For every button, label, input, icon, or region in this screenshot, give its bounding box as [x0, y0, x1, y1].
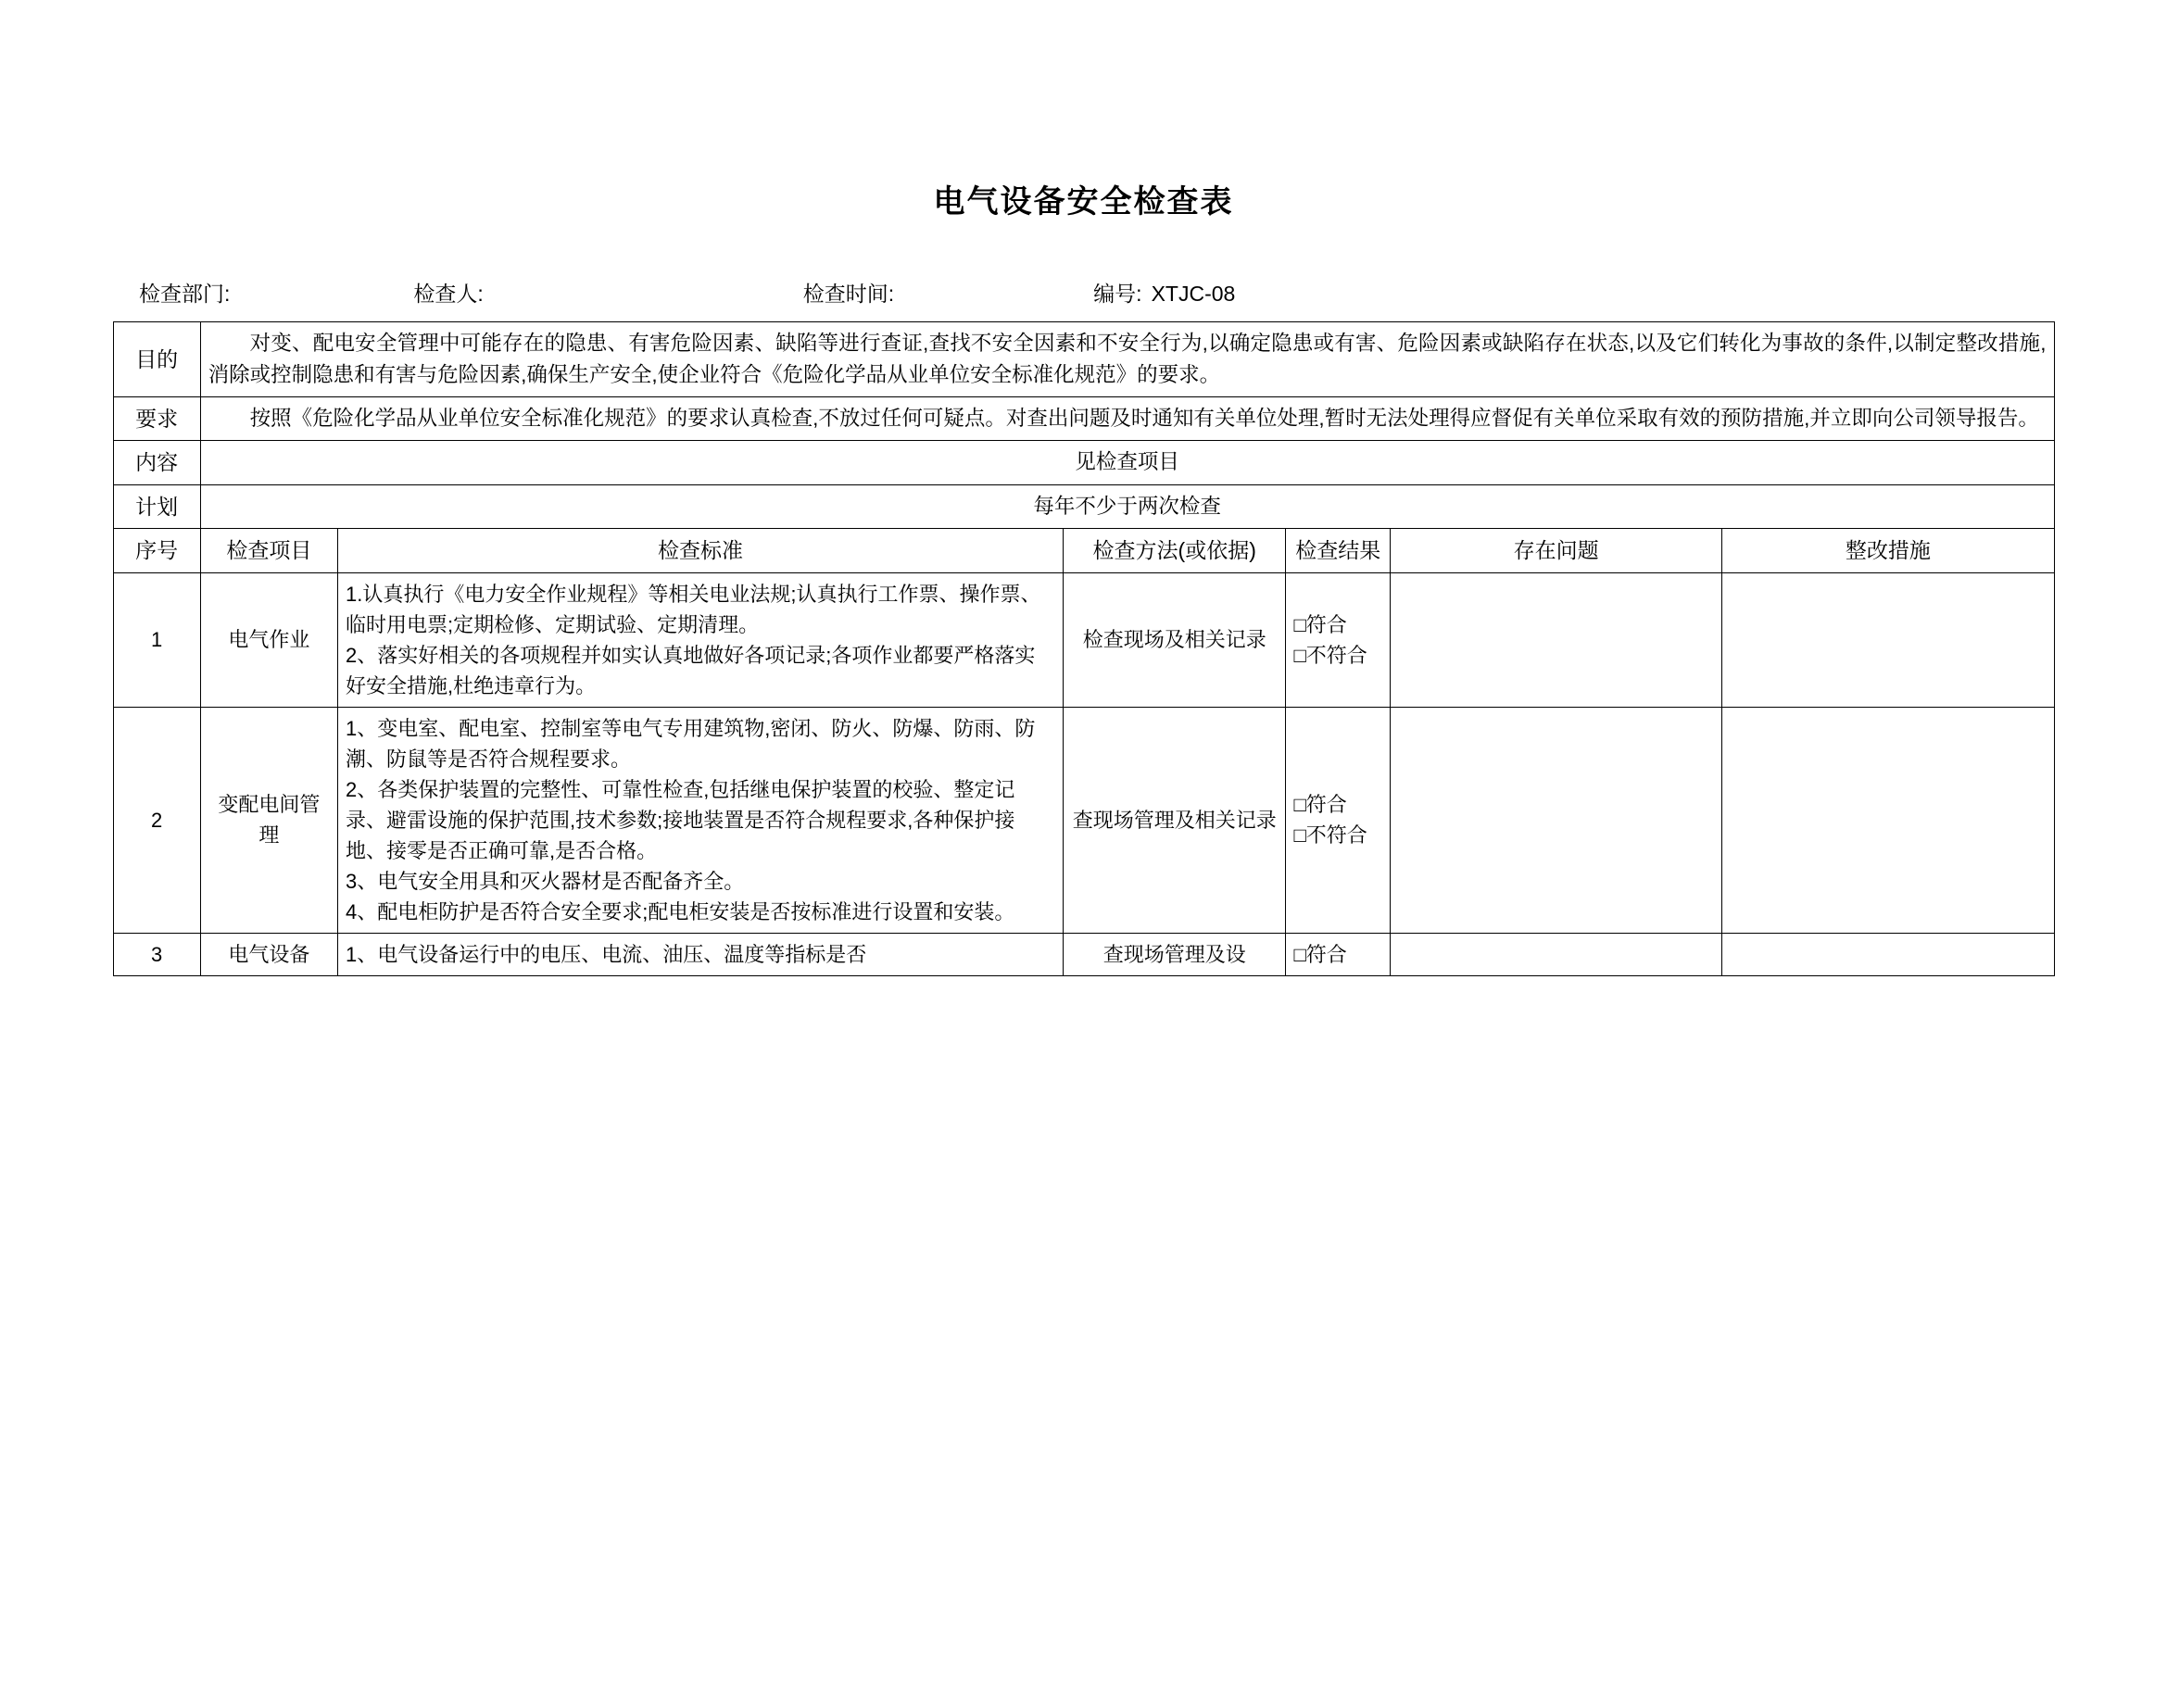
row-no: 3: [113, 933, 200, 975]
meta-number-label: 编号:: [1093, 282, 1142, 306]
row-correction[interactable]: [1722, 933, 2054, 975]
table-row: [113, 707, 2054, 933]
row-criteria: [338, 707, 1064, 933]
row-result: [1286, 572, 1391, 707]
checkbox-nonconform[interactable]: □不符合: [1293, 643, 1367, 667]
info-text-requirement: 按照《危险化学品从业单位安全标准化规范》的要求认真检查,不放过任何可疑点。对查出问题及时通知有关单位处理,暂时无法处理得应督促有关单位采取有效的预防措施,并立即向公司领导报告。: [200, 396, 2054, 441]
info-row-requirement: [113, 396, 2054, 441]
meta-department-label: 检查部门:: [139, 282, 231, 306]
header-item: 检查项目: [200, 529, 337, 573]
checkbox-conform[interactable]: □符合: [1293, 942, 1347, 966]
meta-time-label: 检查时间:: [802, 282, 895, 306]
row-item: 电气设备: [200, 933, 337, 975]
header-no: 序号: [113, 529, 200, 573]
meta-number: [1093, 277, 1235, 308]
row-method: 查现场管理及相关记录: [1063, 707, 1286, 933]
row-result: [1286, 707, 1391, 933]
row-no: 1: [113, 572, 200, 707]
info-text-content: 见检查项目: [200, 441, 2054, 485]
criteria-line: 2、落实好相关的各项规程并如实认真地做好各项记录;各项作业都要严格落实好安全措施,杜绝违章行为。: [346, 643, 1036, 697]
criteria-line: 4、配电柜防护是否符合安全要求;配电柜安装是否按标准进行设置和安装。: [346, 899, 1015, 923]
criteria-line: 2、各类保护装置的完整性、可靠性检查,包括继电保护装置的校验、整定记录、避雷设施的保护范围,技术参数;接地装置是否符合规程要求,各种保护接地、接零是否正确可靠,是否合格。: [346, 777, 1015, 862]
info-text-purpose: 对变、配电安全管理中可能存在的隐患、有害危险因素、缺陷等进行查证,查找不安全因素和不安全行为,以确定隐患或有害、危险因素或缺陷存在状态,以及它们转化为事故的条件,以制定整改措施,消除或控制隐患和有害与危险因素,确保生产安全,使企业符合《危险化学品从业单位安全标准化规范》的要求。: [200, 322, 2054, 397]
meta-row: [0, 277, 2167, 308]
criteria-line: 1.认真执行《电力安全作业规程》等相关电业法规;认真执行工作票、操作票、临时用电票;定期检修、定期试验、定期清理。: [346, 582, 1041, 636]
checklist-table: [113, 321, 2055, 976]
header-method: 检查方法(或依据): [1063, 529, 1286, 573]
meta-number-value: XTJC-08: [1151, 282, 1236, 306]
page-title: 电气设备安全检查表: [933, 184, 1234, 220]
checkbox-nonconform[interactable]: □不符合: [1293, 823, 1367, 847]
row-correction[interactable]: [1722, 572, 2054, 707]
row-item: 变配电间管理: [200, 707, 337, 933]
row-result: [1286, 933, 1391, 975]
meta-time: [803, 277, 894, 308]
row-no: 2: [113, 707, 200, 933]
header-problem: 存在问题: [1391, 529, 1722, 573]
row-problem[interactable]: [1391, 933, 1722, 975]
row-method: 检查现场及相关记录: [1063, 572, 1286, 707]
header-criteria: 检查标准: [338, 529, 1064, 573]
criteria-line: 3、电气安全用具和灭火器材是否配备齐全。: [346, 869, 745, 893]
info-label-content: 内容: [113, 441, 200, 485]
info-row-plan: [113, 484, 2054, 529]
table-header-row: [113, 529, 2054, 573]
row-method: 查现场管理及设: [1063, 933, 1286, 975]
row-criteria: [338, 933, 1064, 975]
info-label-plan: 计划: [113, 484, 200, 529]
meta-inspector-label: 检查人:: [413, 282, 484, 306]
row-problem[interactable]: [1391, 572, 1722, 707]
row-problem[interactable]: [1391, 707, 1722, 933]
header-correction: 整改措施: [1722, 529, 2054, 573]
info-row-purpose: [113, 322, 2054, 397]
info-label-purpose: 目的: [113, 322, 200, 397]
info-label-requirement: 要求: [113, 396, 200, 441]
info-row-content: [113, 441, 2054, 485]
document-page: [0, 176, 2167, 1708]
checkbox-conform[interactable]: □符合: [1293, 612, 1347, 636]
info-text-plan: 每年不少于两次检查: [200, 484, 2054, 529]
table-row: [113, 572, 2054, 707]
header-result: 检查结果: [1286, 529, 1391, 573]
checkbox-conform[interactable]: □符合: [1293, 793, 1347, 816]
row-item: 电气作业: [200, 572, 337, 707]
row-correction[interactable]: [1722, 707, 2054, 933]
criteria-line: 1、变电室、配电室、控制室等电气专用建筑物,密闭、防火、防爆、防雨、防潮、防鼠等是否符合规程要求。: [346, 716, 1036, 771]
table-row: [113, 933, 2054, 975]
criteria-line: 1、电气设备运行中的电压、电流、油压、温度等指标是否: [346, 942, 867, 966]
meta-inspector: [413, 277, 483, 308]
meta-department: [139, 277, 230, 308]
row-criteria: [338, 572, 1064, 707]
